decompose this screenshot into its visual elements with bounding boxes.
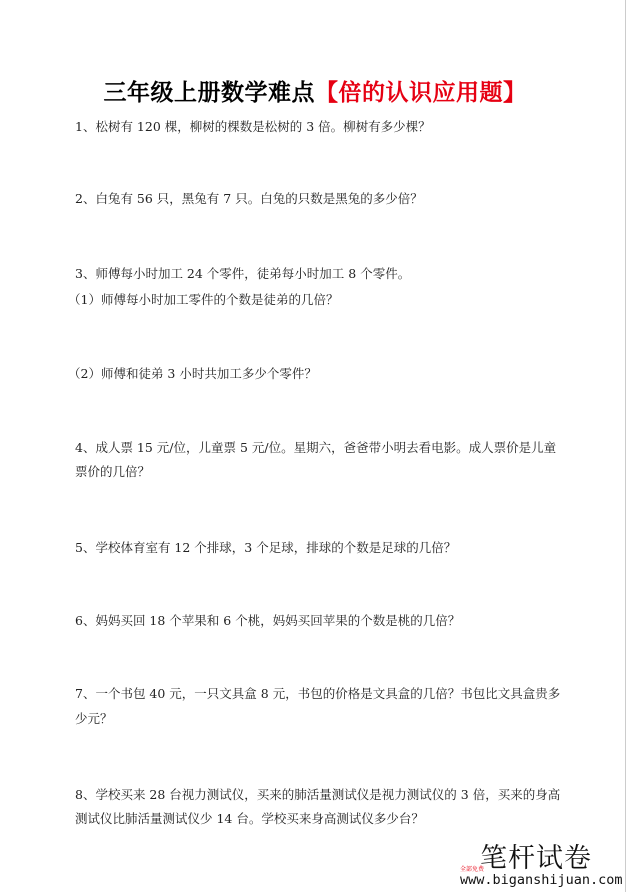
question-3: 3、师傅每小时加工 24 个零件，徒弟每小时加工 8 个零件。 [75,266,411,281]
question-8: 8、学校买来 28 台视力测试仪，买来的肺活量测试仪是视力测试仪的 3 倍，买来的身高 [75,787,561,802]
question-3-part-2: （2）师傅和徒弟 3 小时共加工多少个零件？ [68,366,317,381]
logo-name: 笔杆试卷 [480,843,592,874]
question-4-cont: 票价的几倍？ [75,464,151,479]
question-4: 4、成人票 15 元/位，儿童票 5 元/位。星期六，爸爸带小明去看电影。成人票价是儿童 [75,440,557,455]
question-6: 6、妈妈买回 18 个苹果和 6 个桃，妈妈买回苹果的个数是桃的几倍？ [75,613,461,628]
page-border [625,0,626,892]
logo-url: www.biganshijuan.com [460,872,623,888]
title-highlight: 【倍的认识应用题】 [315,80,527,106]
question-7: 7、一个书包 40 元，一只文具盒 8 元，书包的价格是文具盒的几倍？书包比文具盒贵多 [75,686,561,701]
question-5: 5、学校体育室有 12 个排球，3 个足球，排球的个数是足球的几倍？ [75,540,457,555]
question-1: 1、松树有 120 棵，柳树的棵数是松树的 3 倍。柳树有多少棵？ [75,119,431,134]
question-7-cont: 少元？ [75,711,113,726]
question-2: 2、白兔有 56 只，黑兔有 7 只。白兔的只数是黑兔的多少倍？ [75,191,423,206]
logo-tag: 全部免费 [460,866,485,873]
page-title [0,74,630,107]
question-3-part-1: （1）师傅每小时加工零件的个数是徒弟的几倍？ [68,292,339,307]
watermark-logo [460,836,623,890]
question-8-cont: 测试仪比肺活量测试仪少 14 台。学校买来身高测试仪多少台？ [75,811,424,826]
title-main: 三年级上册数学难点 [103,80,315,106]
